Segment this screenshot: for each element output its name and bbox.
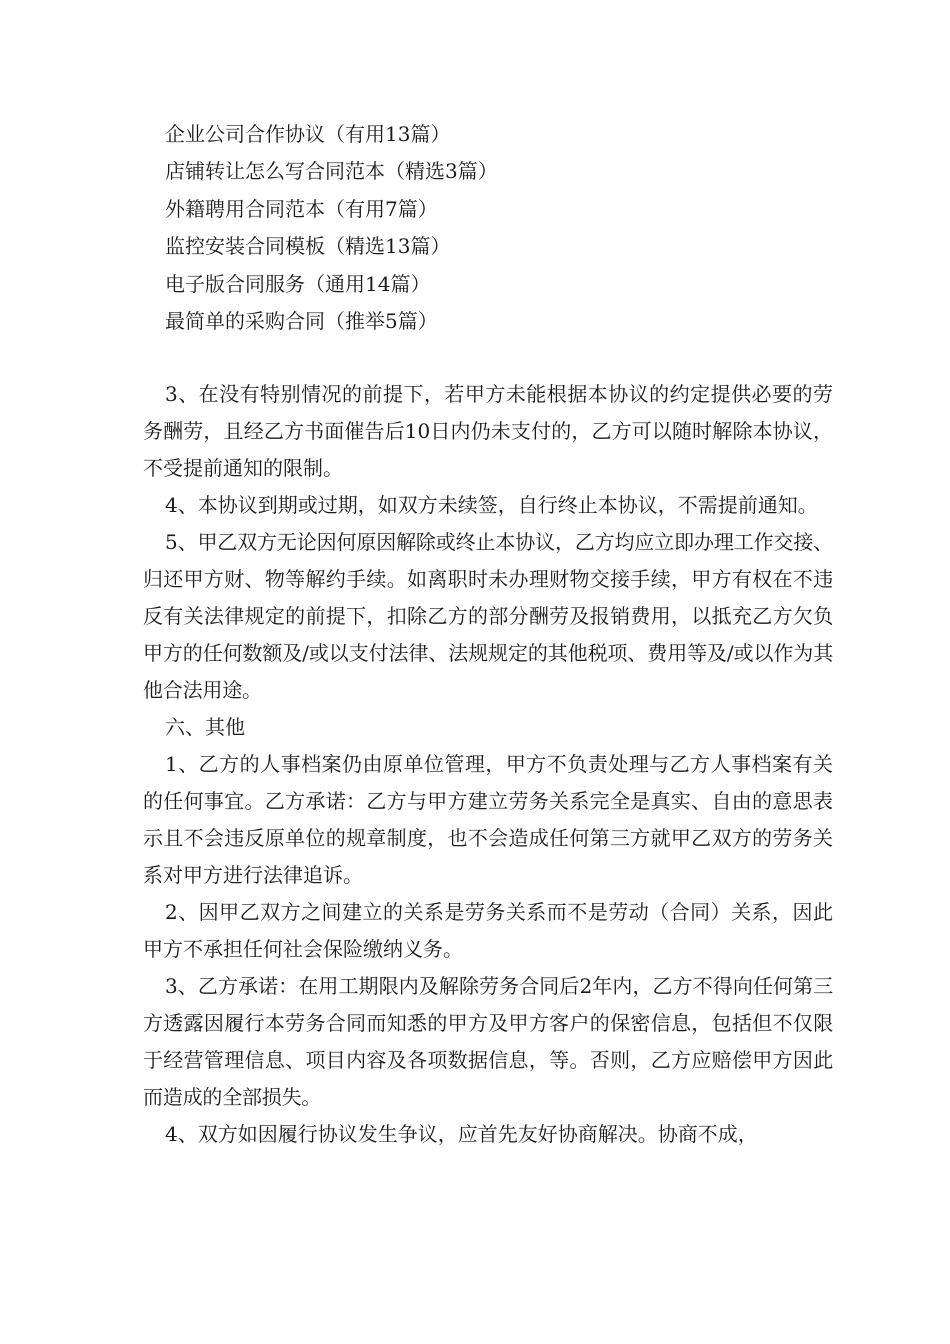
document-body [143, 376, 833, 1153]
clause-paragraph: 3、在没有特别情况的前提下，若甲方未能根据本协议的约定提供必要的劳务酬劳，且经乙方书面催告后10日内仍未支付的，乙方可以随时解除本协议，不受提前通知的限制。 [143, 382, 833, 480]
clause-paragraph: 4、本协议到期或过期，如双方未续签，自行终止本协议，不需提前通知。 [165, 493, 818, 517]
section-heading: 六、其他 [165, 715, 245, 739]
related-article-link[interactable]: 电子版合同服务（通用14篇） [165, 271, 431, 296]
clause-paragraph: 2、因甲乙双方之间建立的关系是劳务关系而不是劳动（合同）关系，因此甲方不承担任何社会保险缴纳义务。 [143, 900, 833, 961]
clause-paragraph: 1、乙方的人事档案仍由原单位管理，甲方不负责处理与乙方人事档案有关的任何事宜。乙方承诺：乙方与甲方建立劳务关系完全是真实、自由的意思表示且不会违反原单位的规章制度，也不会造成任何第三方就甲乙双方的劳务关系对甲方进行法律追诉。 [143, 752, 833, 887]
related-article-link[interactable]: 店铺转让怎么写合同范本（精选3篇） [165, 159, 498, 184]
clause-paragraph: 5、甲乙双方无论因何原因解除或终止本协议，乙方均应立即办理工作交接、归还甲方财、物等解约手续。如离职时未办理财物交接手续，甲方有权在不违反有关法律规定的前提下，扣除乙方的部分酬劳及报销费用，以抵充乙方欠负甲方的任何数额及/或以支付法律、法规规定的其他税项、费用等及/或以作为其他合法用途。 [143, 530, 833, 702]
related-article-link[interactable]: 监控安装合同模板（精选13篇） [165, 234, 451, 259]
clause-paragraph: 4、双方如因履行协议发生争议，应首先友好协商解决。协商不成， [165, 1122, 758, 1146]
related-article-link[interactable]: 企业公司合作协议（有用13篇） [165, 122, 451, 146]
related-article-link[interactable]: 最简单的采购合同（推举5篇） [165, 308, 438, 333]
related-articles-list [165, 116, 765, 340]
related-article-link[interactable]: 外籍聘用合同范本（有用7篇） [165, 196, 438, 221]
clause-paragraph: 3、乙方承诺：在用工期限内及解除劳务合同后2年内，乙方不得向任何第三方透露因履行本劳务合同而知悉的甲方及甲方客户的保密信息，包括但不仅限于经营管理信息、项目内容及各项数据信息，等。否则，乙方应赔偿甲方因此而造成的全部损失。 [143, 974, 833, 1109]
